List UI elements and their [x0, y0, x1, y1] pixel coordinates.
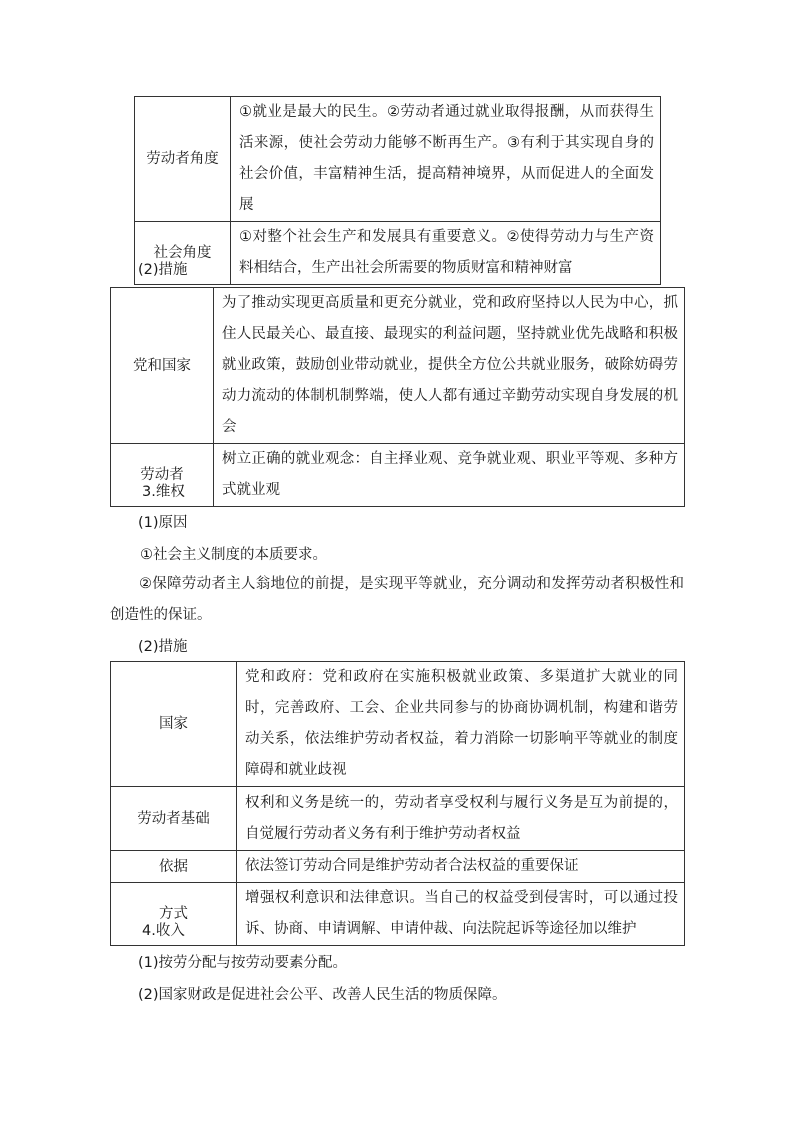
- row-content: 党和政府：党和政府在实施积极就业政策、多渠道扩大就业的同时，完善政府、工会、企业共同参与的协商协调机制，构建和谐劳动关系，依法维护劳动者权益，着力消除一切影响平等就业的制度障碍和就业歧视: [237, 662, 685, 787]
- row-content: 权利和义务是统一的，劳动者享受权利与履行义务是互为前提的，自觉履行劳动者义务有利于维护劳动者权益: [237, 787, 685, 851]
- row-header: 方式: [111, 883, 237, 946]
- table-row: [135, 222, 661, 285]
- table-row: [135, 97, 661, 222]
- table-row: [111, 851, 685, 883]
- employment-significance-table: [134, 96, 661, 285]
- section-heading: 4.收入: [142, 923, 185, 939]
- row-header: 劳动者: [111, 444, 214, 507]
- row-header: 国家: [111, 662, 237, 787]
- rights-measures-table: [110, 661, 685, 946]
- subsection-heading: (1)原因: [138, 515, 188, 531]
- row-content: 为了推动实现更高质量和更充分就业，党和政府坚持以人民为中心，抓住人民最关心、最直接、最现实的利益问题，坚持就业优先战略和积极就业政策，鼓励创业带动就业，提供全方位公共就业服务，破除妨碍劳动力流动的体制机制弊端，使人人都有通过辛勤劳动实现自身发展的机会: [214, 288, 685, 444]
- row-header: 依据: [111, 851, 237, 883]
- section-heading: 3.维权: [142, 484, 185, 500]
- row-content: ①就业是最大的民生。②劳动者通过就业取得报酬，从而获得生活来源，使社会劳动力能够不断再生产。③有利于其实现自身的社会价值，丰富精神生活，提高精神境界，从而促进人的全面发展: [231, 97, 661, 222]
- paragraph: (2)国家财政是促进社会公平、改善人民生活的物质保障。: [138, 987, 507, 1003]
- row-content: 依法签订劳动合同是维护劳动者合法权益的重要保证: [237, 851, 685, 883]
- table-row: [111, 787, 685, 851]
- subsection-heading: (2)措施: [138, 639, 188, 655]
- row-content: ①对整个社会生产和发展具有重要意义。②使得劳动力与生产资料相结合，生产出社会所需要的物质财富和精神财富: [231, 222, 661, 285]
- table-row: [111, 662, 685, 787]
- table-row: [111, 883, 685, 946]
- section-heading: (2)措施: [138, 262, 188, 278]
- row-content: 增强权利意识和法律意识。当自己的权益受到侵害时，可以通过投诉、协商、申请调解、申请仲裁、向法院起诉等途径加以维护: [237, 883, 685, 946]
- paragraph: (1)按劳分配与按劳动要素分配。: [138, 955, 348, 971]
- paragraph: ②保障劳动者主人翁地位的前提，是实现平等就业，充分调动和发挥劳动者积极性和创造性的保证。: [110, 576, 684, 623]
- paragraph: ①社会主义制度的本质要求。: [140, 547, 327, 563]
- table-row: [111, 288, 685, 444]
- row-header: 劳动者角度: [135, 97, 231, 222]
- table-row: [111, 444, 685, 507]
- row-header: 劳动者基础: [111, 787, 237, 851]
- employment-measures-table: [110, 287, 685, 507]
- row-content: 树立正确的就业观念：自主择业观、竞争就业观、职业平等观、多种方式就业观: [214, 444, 685, 507]
- row-header: 党和国家: [111, 288, 214, 444]
- row-header: 社会角度: [135, 222, 231, 285]
